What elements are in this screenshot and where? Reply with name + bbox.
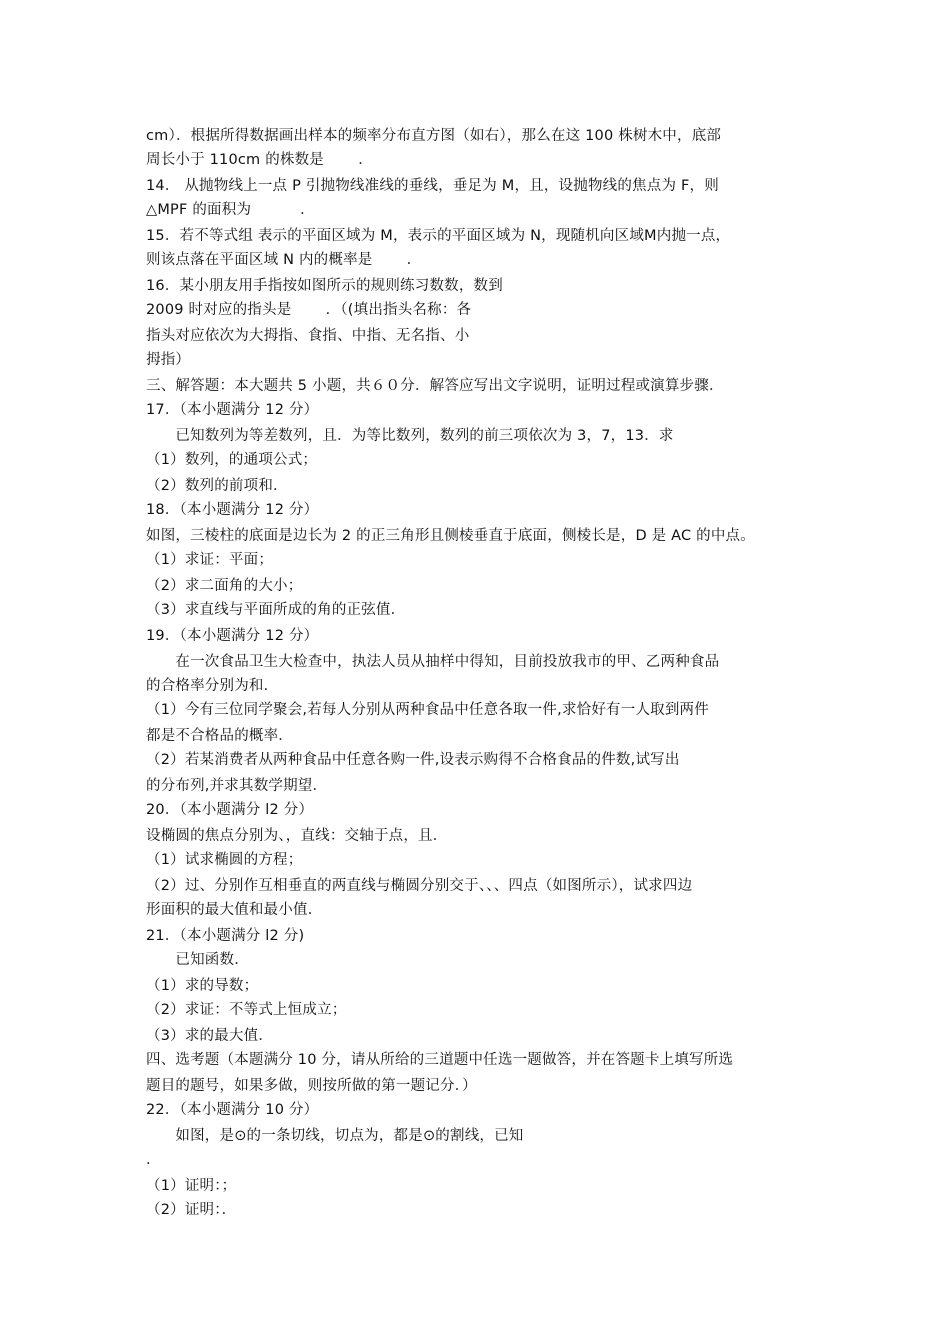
- question-heading: 19．（本小题满分 12 分）: [146, 628, 319, 644]
- text-line: （2）数列的前项和．: [146, 478, 288, 494]
- text-line: 指头对应依次为大拇指、食指、中指、无名指、小: [146, 328, 470, 344]
- question-heading: 21．（本小题满分 l2 分): [146, 928, 305, 944]
- text-line: （2）过、分别作互相垂直的两直线与椭圆分别交于、、、四点（如图所示），试求四边: [146, 878, 693, 894]
- text-line: 已知函数．: [146, 952, 249, 968]
- question-heading: 22．（本小题满分 10 分）: [146, 1102, 319, 1118]
- text-line: （3）求直线与平面所成的角的正弦值．: [146, 602, 406, 618]
- text-line: （2）求二面角的大小；: [146, 578, 303, 594]
- question-heading: 17．（本小题满分 12 分）: [146, 402, 319, 418]
- text-line: 设椭圆的焦点分别为、，直线：交轴于点，且．: [146, 828, 448, 844]
- text-line: 则该点落在平面区域 N 内的概率是 ．: [146, 252, 422, 268]
- text-line: 在一次食品卫生大检查中，执法人员从抽样中得知，目前投放我市的甲、乙两种食品: [146, 654, 720, 670]
- text-line: 2009 时对应的指头是 ．（(填出指头名称：各: [146, 302, 472, 318]
- question-heading: 20．（本小题满分 l2 分）: [146, 802, 314, 818]
- text-line: 拇指）: [146, 352, 191, 368]
- text-line: 都是不合格品的概率．: [146, 728, 293, 744]
- text-line: （1）今有三位同学聚会,若每人分别从两种食品中任意各取一件,求恰好有一人取到两件: [146, 702, 709, 718]
- text-line: 的合格率分别为和．: [146, 678, 279, 694]
- text-line: 如图，三棱柱的底面是边长为 2 的正三角形且侧棱垂直于底面，侧棱长是，D 是 AC 的中点。: [146, 528, 755, 544]
- question-heading: 18．（本小题满分 12 分）: [146, 502, 319, 518]
- text-line: 已知数列为等差数列，且．为等比数列，数列的前三项依次为 3，7，13．求: [146, 428, 674, 444]
- text-line: cm）．根据所得数据画出样本的频率分布直方图（如右），那么在这 100 株树木中，底部: [146, 128, 722, 144]
- text-line: 如图，是⊙的一条切线，切点为，都是⊙的割线，已知: [146, 1128, 524, 1144]
- text-line: （2）证明：．: [146, 1202, 237, 1218]
- text-line: 15．若不等式组 表示的平面区域为 M，表示的平面区域为 N，现随机向区域M内抛一点，: [146, 228, 731, 244]
- text-line: 16．某小朋友用手指按如图所示的规则练习数数，数到: [146, 278, 503, 294]
- section-heading: 三、解答题：本大题共 5 小题，共６０分．解答应写出文字说明，证明过程或演算步骤．: [146, 378, 724, 394]
- text-line: 周长小于 110cm 的株数是 ．: [146, 152, 373, 168]
- text-line: （3）求的最大值．: [146, 1028, 274, 1044]
- text-line: （2）求证：不等式上恒成立；: [146, 1002, 347, 1018]
- text-line: 的分布列,并求其数学期望．: [146, 778, 328, 794]
- text-line: （1）求证：平面；: [146, 552, 274, 568]
- text-line: 形面积的最大值和最小值．: [146, 902, 323, 918]
- text-line: △MPF 的面积为 ．: [146, 202, 315, 218]
- text-line: 题目的题号，如果多做，则按所做的第一题记分．）: [146, 1078, 477, 1094]
- text-line: （1）证明：；: [146, 1178, 237, 1194]
- text-line: （2）若某消费者从两种食品中任意各购一件,设表示购得不合格食品的件数,试写出: [146, 752, 680, 768]
- section-heading: 四、选考题（本题满分 10 分，请从所给的三道题中任选一题做答，并在答题卡上填写所选: [146, 1052, 734, 1068]
- text-line: 14． 从抛物线上一点 P 引抛物线准线的垂线，垂足为 M，且，设抛物线的焦点为 F，则: [146, 178, 719, 194]
- text-line: （1）试求椭圆的方程；: [146, 852, 303, 868]
- text-line: （1）数列，的通项公式；: [146, 452, 318, 468]
- text-line: ．: [146, 1152, 161, 1168]
- text-line: （1）求的导数；: [146, 978, 259, 994]
